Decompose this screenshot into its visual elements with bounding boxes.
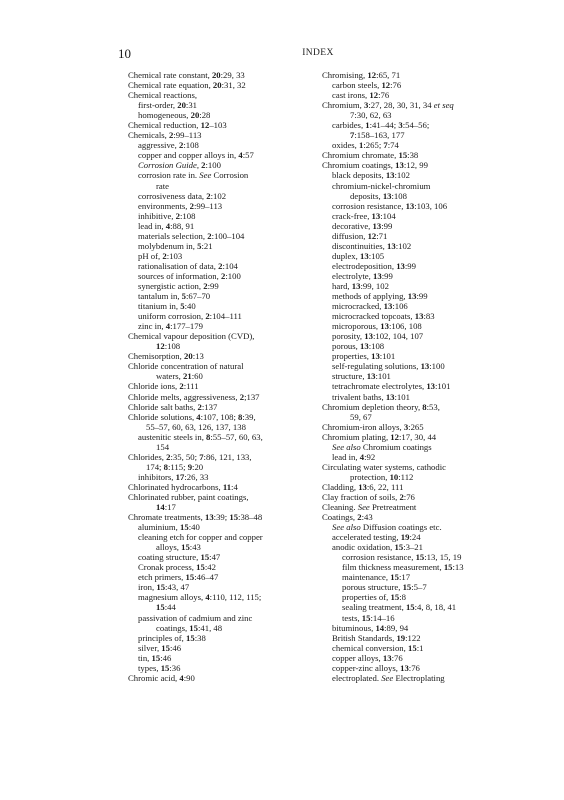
index-entry: copper-zinc alloys, 13:76 <box>332 662 420 673</box>
index-entry: Chromium chromate, 15:38 <box>322 150 419 161</box>
index-entry: 15:44 <box>156 602 176 613</box>
index-entry: titanium in, 5:40 <box>138 301 196 312</box>
index-entry: protection, 10:112 <box>350 471 414 482</box>
index-entry: sealing treatment, 15:4, 8, 18, 41 <box>342 602 457 613</box>
index-entry: Cleaning. See Pretreatment <box>322 502 417 513</box>
index-entry: Chloride ions, 2:111 <box>128 381 199 392</box>
index-entry: decorative, 13:99 <box>332 220 393 231</box>
index-entry: self-regulating solutions, 13:100 <box>332 361 445 372</box>
index-entry: 174; 8:115; 9:20 <box>146 461 204 472</box>
index-entry: cleaning etch for copper and copper <box>138 532 263 543</box>
index-entry: See also Diffusion coatings etc. <box>332 522 442 533</box>
index-entry: tantalum in, 5:67–70 <box>138 291 211 302</box>
index-entry: methods of applying, 13:99 <box>332 291 428 302</box>
index-entry: corrosiveness data, 2:102 <box>138 190 227 201</box>
index-entry: pH of, 2:103 <box>138 250 183 261</box>
index-entry: tin, 15:46 <box>138 652 172 663</box>
index-entry: British Standards, 19:122 <box>332 632 421 643</box>
index-entry: aluminium, 15:40 <box>138 522 200 533</box>
index-entry: Chloride concentration of natural <box>128 361 244 372</box>
index-entry: accelerated testing, 19:24 <box>332 532 421 543</box>
index-entry: 7:30, 62, 63 <box>350 110 392 121</box>
index-entry: Chloride melts, aggressiveness, 2;137 <box>128 391 260 402</box>
index-entry: Chlorides, 2:35, 50; 7:86, 121, 133, <box>128 451 252 462</box>
index-entry: porosity, 13:102, 104, 107 <box>332 331 424 342</box>
index-entry: carbides, 1:41–44; 3:54–56; <box>332 120 430 131</box>
index-entry: hard, 13:99, 102 <box>332 280 389 291</box>
index-entry: copper and copper alloys in, 4:57 <box>138 150 254 161</box>
index-entry: silver, 15:46 <box>138 642 182 653</box>
index-entry: Chloride salt baths, 2:137 <box>128 401 218 412</box>
index-entry: deposits, 13:108 <box>350 190 407 201</box>
index-entry: tests, 15:14–16 <box>342 612 395 623</box>
index-entry: 12:108 <box>156 341 181 352</box>
index-entry: 14:17 <box>156 502 176 513</box>
index-entry: first-order, 20:31 <box>138 100 198 111</box>
index-entry: 154 <box>156 441 170 452</box>
index-entry: iron, 15:43, 47 <box>138 582 190 593</box>
index-entry: crack-free, 13:104 <box>332 210 396 221</box>
index-entry: Chromium coatings, 13:12, 99 <box>322 160 428 171</box>
index-entry: inhibitors, 17:26, 33 <box>138 471 209 482</box>
index-entry: Chlorinated rubber, paint coatings, <box>128 491 249 502</box>
index-entry: 55–57, 60, 63, 126, 137, 138 <box>146 421 246 432</box>
index-entry: Chromium-iron alloys, 3:265 <box>322 421 424 432</box>
index-entry: Cronak process, 15:42 <box>138 562 216 573</box>
index-entry: inhibitive, 2:108 <box>138 210 196 221</box>
index-entry: anodic oxidation, 15:3–21 <box>332 542 423 553</box>
index-entry: Chromic acid, 4:90 <box>128 672 195 683</box>
index-entry: chemical conversion, 15:1 <box>332 642 424 653</box>
index-entry: microporous, 13:106, 108 <box>332 321 422 332</box>
index-column-left <box>128 70 306 683</box>
index-entry: Chloride solutions, 4:107, 108; 8:39, <box>128 411 256 422</box>
index-entry: properties of, 15:8 <box>342 592 406 603</box>
index-entry: waters, 21:60 <box>156 371 203 382</box>
index-entry: Cladding, 13:6, 22, 111 <box>322 481 404 492</box>
index-entry: magnesium alloys, 4:110, 112, 115; <box>138 592 262 603</box>
index-entry: corrosion rate in. See Corrosion <box>138 170 249 181</box>
index-entry: lead in, 4:88, 91 <box>138 220 195 231</box>
index-entry: 7:158–163, 177 <box>350 130 405 141</box>
index-column-right <box>322 70 500 683</box>
index-entry: rate <box>156 180 170 191</box>
index-entry: molybdenum in, 5:21 <box>138 240 213 251</box>
index-entry: cast irons, 12:76 <box>332 90 390 101</box>
index-entry: microcracked, 13:106 <box>332 301 408 312</box>
index-entry: Chemical rate constant, 20:29, 33 <box>128 70 245 80</box>
index-entry: maintenance, 15:17 <box>342 572 411 583</box>
index-entry: Chemicals, 2:99–113 <box>128 130 202 141</box>
index-entry: porous structure, 15:5–7 <box>342 582 427 593</box>
index-entry: electrodeposition, 13:99 <box>332 260 416 271</box>
index-entry: coating structure, 15:47 <box>138 552 221 563</box>
index-entry: microcracked topcoats, 13:83 <box>332 311 435 322</box>
index-entry: corrosion resistance, 13:103, 106 <box>332 200 448 211</box>
index-entry: coatings, 15:41, 48 <box>156 622 223 633</box>
index-entry: Chromium plating, 12:17, 30, 44 <box>322 431 437 442</box>
index-entry: homogeneous, 20:28 <box>138 110 211 121</box>
index-entry: copper alloys, 13:76 <box>332 652 403 663</box>
index-entry: Chromate treatments, 13:39; 15:38–48 <box>128 512 263 523</box>
index-entry: principles of, 15:38 <box>138 632 206 643</box>
index-entry: oxides, 1:265; 7:74 <box>332 140 399 151</box>
index-entry: structure, 13:101 <box>332 371 391 382</box>
index-entry: etch primers, 15:46–47 <box>138 572 219 583</box>
index-entry: Chromium, 3:27, 28, 30, 31, 34 et seq <box>322 100 454 111</box>
index-entry: alloys, 15:43 <box>156 542 201 553</box>
index-entry: bituminous, 14:89, 94 <box>332 622 409 633</box>
index-entry: austenitic steels in, 8:55–57, 60, 63, <box>138 431 263 442</box>
index-entry: discontinuities, 13:102 <box>332 240 412 251</box>
index-entry: types, 15:36 <box>138 662 181 673</box>
index-entry: aggressive, 2:108 <box>138 140 199 151</box>
index-entry: black deposits, 13:102 <box>332 170 410 181</box>
index-entry: electrolyte, 13:99 <box>332 270 393 281</box>
index-entry: synergistic action, 2:99 <box>138 280 219 291</box>
index-entry: diffusion, 12:71 <box>332 230 388 241</box>
index-entry: Corrosion Guide, 2:100 <box>138 160 221 171</box>
index-entry: Chromium depletion theory, 8:53, <box>322 401 440 412</box>
index-entry: sources of information, 2:100 <box>138 270 241 281</box>
index-entry: tetrachromate electrolytes, 13:101 <box>332 381 451 392</box>
running-head: INDEX <box>302 48 334 58</box>
index-entry: corrosion resistance, 15:13, 15, 19 <box>342 552 462 563</box>
index-entry: uniform corrosion, 2:104–111 <box>138 311 242 322</box>
index-entry: carbon steels, 12:76 <box>332 80 402 91</box>
index-entry: electroplated. See Electroplating <box>332 672 445 683</box>
index-entry: chromium-nickel-chromium <box>332 180 431 191</box>
index-entry: Chromising, 12:65, 71 <box>322 70 401 80</box>
index-entry: Chemical vapour deposition (CVD), <box>128 331 255 342</box>
index-entry: Clay fraction of soils, 2:76 <box>322 491 415 502</box>
index-entry: Chemical reactions, <box>128 90 197 101</box>
index-entry: 59, 67 <box>350 411 372 422</box>
index-entry: passivation of cadmium and zinc <box>138 612 253 623</box>
index-entry: zinc in, 4:177–179 <box>138 321 203 332</box>
index-entry: porous, 13:108 <box>332 341 385 352</box>
index-entry: Circulating water systems, cathodic <box>322 461 447 472</box>
index-entry: film thickness measurement, 15:13 <box>342 562 464 573</box>
page-header <box>118 46 518 62</box>
index-entry: See also Chromium coatings <box>332 441 432 452</box>
index-entry: Chlorinated hydrocarbons, 11:4 <box>128 481 238 492</box>
index-entry: properties, 13:101 <box>332 351 396 362</box>
index-entry: Chemisorption, 20:13 <box>128 351 204 362</box>
index-entry: Chemical reduction, 12–103 <box>128 120 227 131</box>
index-entry: rationalisation of data, 2:104 <box>138 260 238 271</box>
index-entry: Chemical rate equation, 20:31, 32 <box>128 80 246 91</box>
index-entry: Coatings, 2:43 <box>322 512 373 523</box>
index-entry: lead in, 4:92 <box>332 451 376 462</box>
index-entry: trivalent baths, 13:101 <box>332 391 410 402</box>
index-entry: duplex, 13:105 <box>332 250 385 261</box>
index-entry: materials selection, 2:100–104 <box>138 230 245 241</box>
page-number: 10 <box>118 46 131 61</box>
index-entry: environments, 2:99–113 <box>138 200 223 211</box>
